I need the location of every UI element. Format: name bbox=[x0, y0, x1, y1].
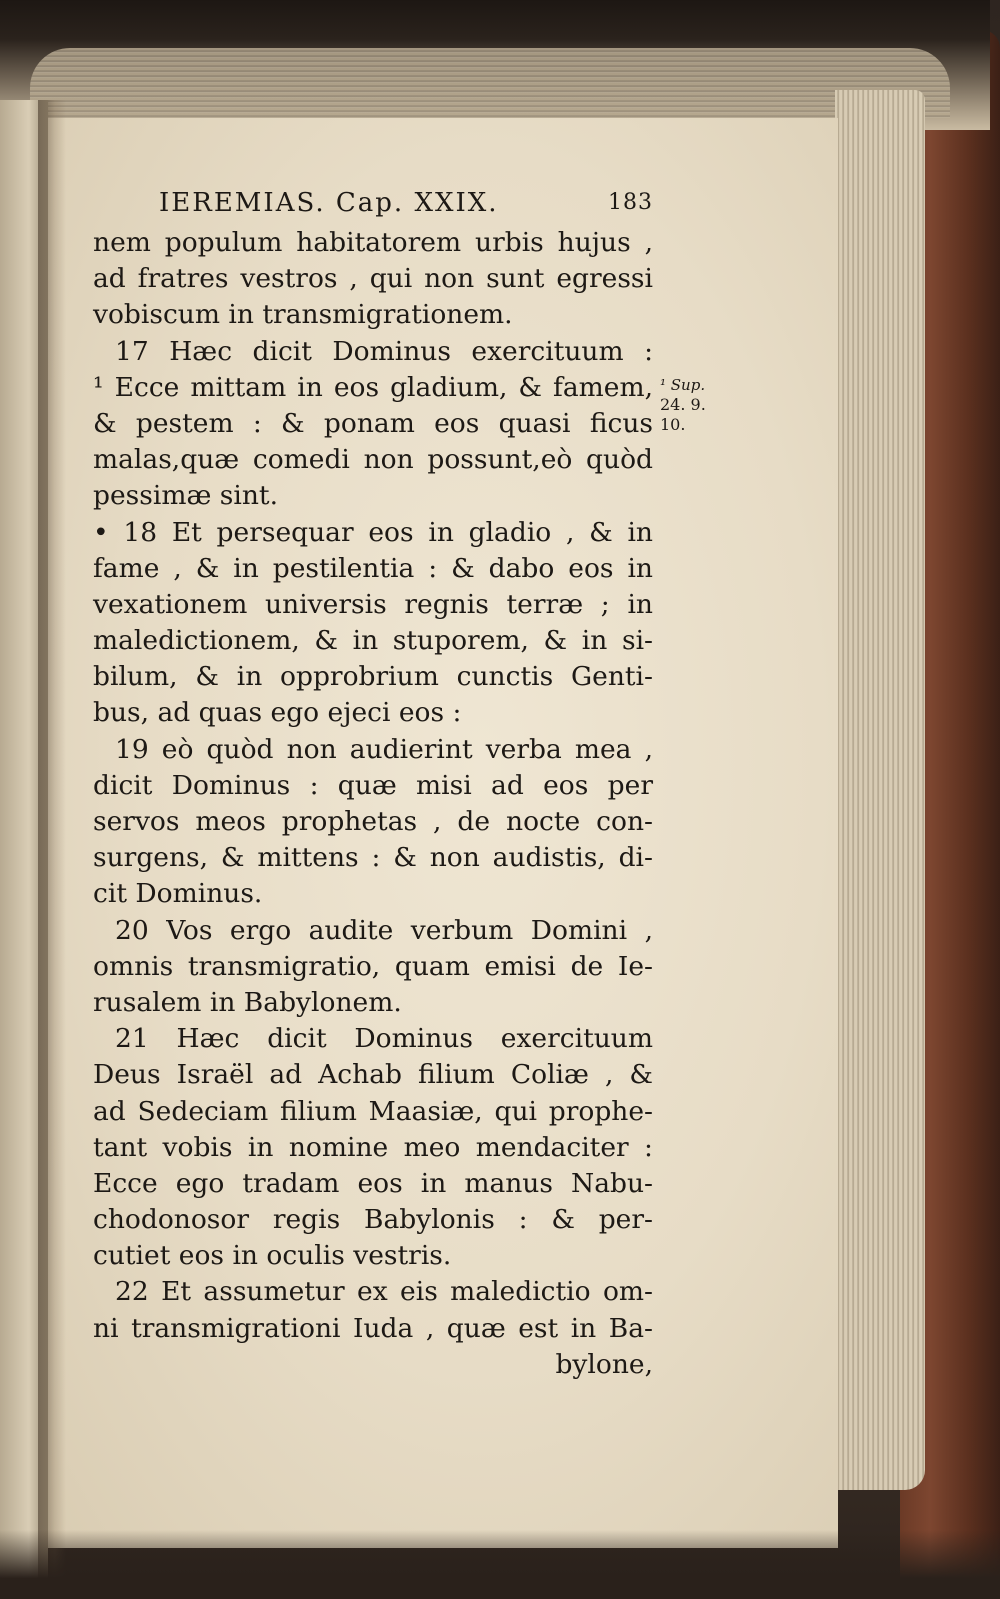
text-line: chodonosor regis Babylonis : & per- bbox=[93, 1204, 653, 1236]
text-line: ad fratres vestros , qui non sunt egressi bbox=[93, 263, 653, 295]
text-line: 20 Vos ergo audite verbum Domini , bbox=[115, 914, 653, 946]
text-line: 19 eò quòd non audierint verba mea , bbox=[115, 733, 653, 765]
text-line: dicit Dominus : quæ misi ad eos per bbox=[93, 769, 653, 801]
text-line: 21 Hæc dicit Dominus exercituum bbox=[115, 1023, 653, 1055]
marginal-note-ref: ¹ Sup. bbox=[660, 376, 706, 394]
marginal-note-line: 10. bbox=[660, 415, 686, 434]
text-line: nem populum habitatorem urbis hujus , bbox=[93, 227, 653, 258]
text-line: fame , & in pestilentia : & dabo eos in bbox=[93, 552, 653, 584]
text-line: surgens, & mittens : & non audistis, di- bbox=[93, 842, 653, 874]
catchword: bylone, bbox=[555, 1348, 653, 1380]
text-line: ni transmigrationi Iuda , quæ est in Ba- bbox=[93, 1312, 653, 1344]
running-head bbox=[93, 185, 653, 225]
text-line: • 18 Et persequar eos in gladio , & in bbox=[93, 516, 653, 548]
text-line: maledictionem, & in stuporem, & in si- bbox=[93, 625, 653, 657]
text-line: servos meos prophetas , de nocte con- bbox=[93, 806, 653, 837]
page-text-block bbox=[93, 185, 653, 1383]
text-line: ¹ Ecce mittam in eos gladium, & famem, bbox=[93, 371, 653, 403]
text-line: bus, ad quas ego ejeci eos : bbox=[93, 697, 462, 729]
text-line: pessimæ sint. bbox=[93, 480, 278, 512]
bottom-shadow bbox=[0, 1530, 1000, 1599]
page-number: 183 bbox=[608, 190, 653, 215]
text-line: cit Dominus. bbox=[93, 878, 263, 910]
marginal-note bbox=[660, 375, 706, 435]
gutter-shadow bbox=[38, 100, 66, 1599]
text-line: ad Sedeciam filium Maasiæ, qui prophe- bbox=[93, 1095, 653, 1127]
text-line: Deus Israël ad Achab filium Coliæ , & bbox=[93, 1059, 653, 1091]
text-line: cutiet eos in oculis vestris. bbox=[93, 1240, 452, 1272]
text-line: omnis transmigratio, quam emisi de Ie- bbox=[93, 950, 653, 982]
text-line: rusalem in Babylonem. bbox=[93, 986, 402, 1018]
text-line: & pestem : & ponam eos quasi ficus bbox=[93, 407, 653, 439]
text-line: Ecce ego tradam eos in manus Nabu- bbox=[93, 1167, 653, 1199]
text-line: vexationem universis regnis terræ ; in bbox=[93, 588, 653, 620]
text-line: 22 Et assumetur ex eis maledictio om- bbox=[115, 1276, 653, 1308]
running-head-title: IEREMIAS. Cap. XXIX. bbox=[159, 188, 499, 218]
text-line: malas,quæ comedi non possunt,eò quòd bbox=[93, 444, 653, 476]
text-line: 17 Hæc dicit Dominus exercituum : bbox=[115, 335, 653, 367]
marginal-note-line: 24. 9. bbox=[660, 395, 706, 414]
text-line: bilum, & in opprobrium cunctis Genti- bbox=[93, 661, 653, 693]
text-line: tant vobis in nomine meo mendaciter : bbox=[93, 1131, 653, 1163]
text-line: vobiscum in transmigrationem. bbox=[93, 299, 513, 331]
page-stack-fore-edge bbox=[835, 90, 925, 1490]
